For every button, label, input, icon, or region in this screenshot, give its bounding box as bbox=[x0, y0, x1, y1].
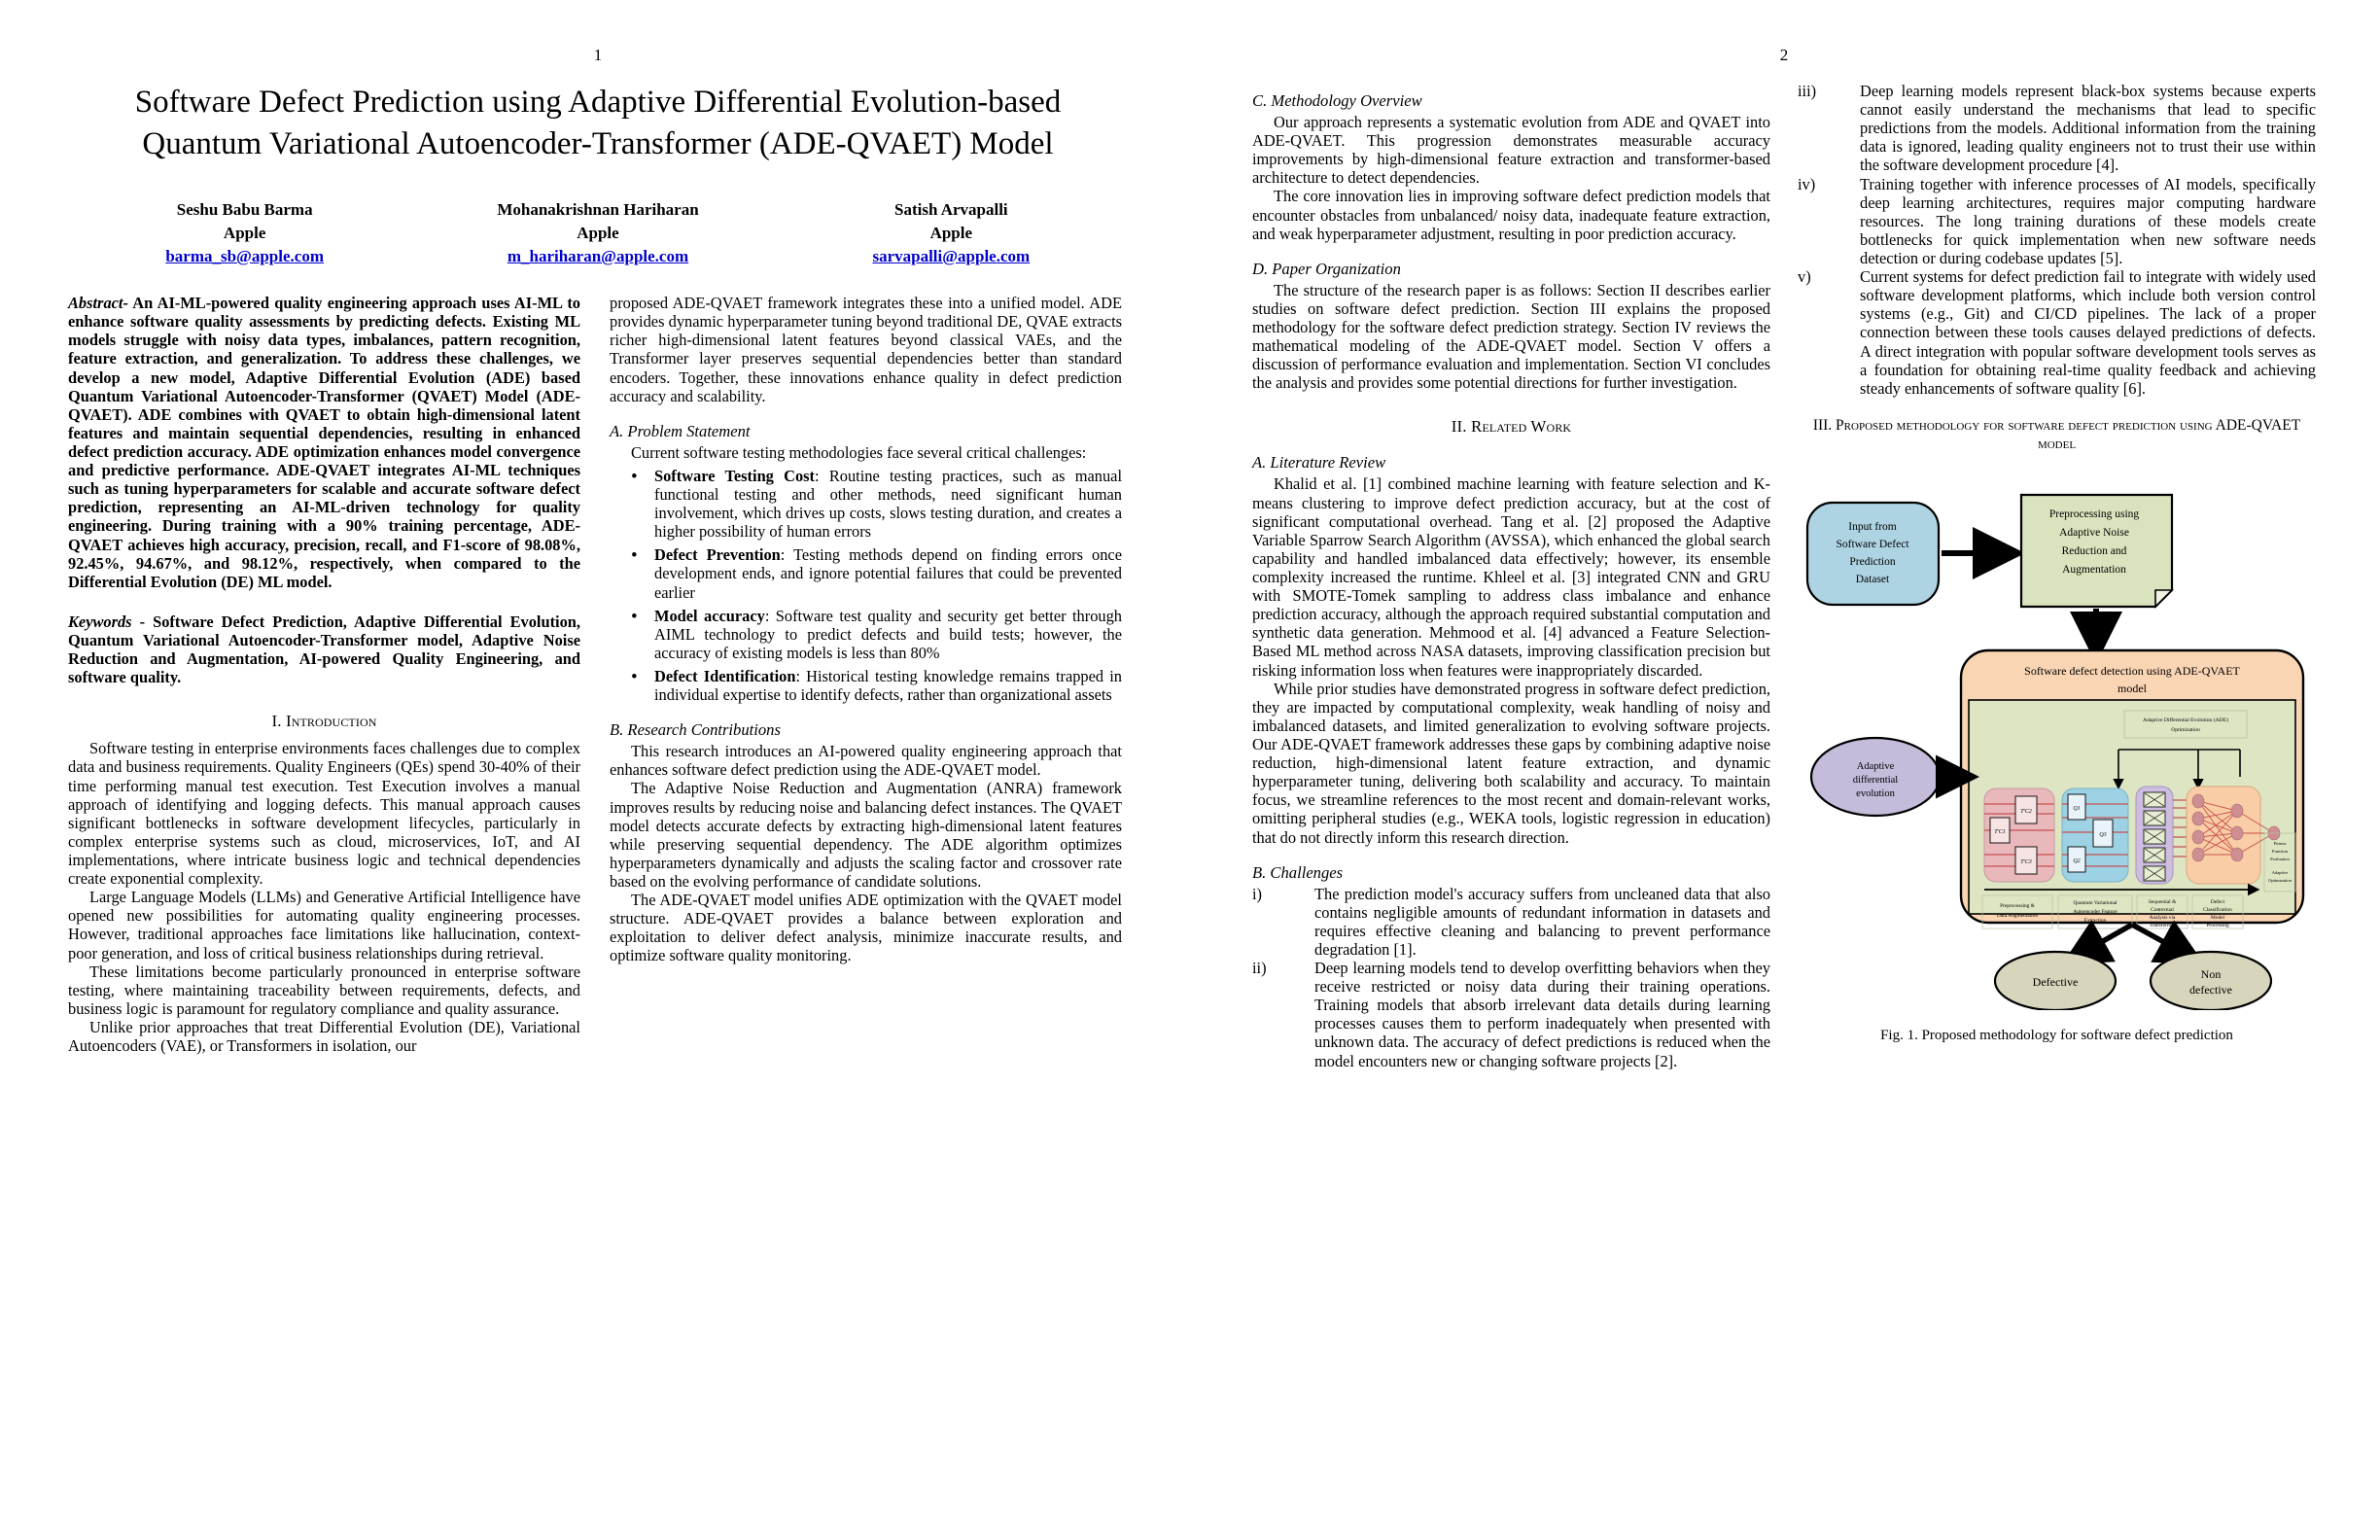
fitness-eval-line5: Optimization bbox=[2268, 877, 2292, 883]
stage-caption-1-line2: Data Augmentation bbox=[1996, 912, 2039, 919]
challenge-item-i bbox=[1252, 885, 1770, 959]
node-detection-label-line1: Software defect detection using ADE-QVAET bbox=[2024, 663, 2240, 678]
author-2 bbox=[421, 198, 774, 268]
subsection-heading-methodology-overview: C. Methodology Overview bbox=[1252, 91, 1422, 110]
stage-caption-3-line1: Sequential & bbox=[2148, 898, 2177, 905]
fitness-eval-line4: Adaptive bbox=[2271, 869, 2289, 875]
page-2 bbox=[1190, 0, 2380, 1540]
methodology-overview-paragraph-1: Our approach represents a systematic evolution from ADE and QVAET into ADE-QVAET. This progression demonstrates measurable accuracy improvements by high-dimensional feature extraction and transformer-based architecture to detect dependencies. bbox=[1252, 113, 1770, 188]
abstract-paragraph bbox=[68, 294, 580, 591]
section-heading-introduction: I. Introduction bbox=[271, 712, 377, 731]
stage-caption-2-line2: Autoencoder Feature bbox=[2073, 908, 2118, 915]
gate-label-tc2: T'C2 bbox=[2020, 808, 2032, 815]
section-heading-methodology: III. Proposed methodology for software defect prediction using ADE-QVAET model bbox=[1812, 416, 2301, 452]
node-input-label-line2: Software Defect bbox=[1836, 538, 1909, 550]
subsection-heading-paper-organization: D. Paper Organization bbox=[1252, 259, 1401, 278]
result-defective-label: Defective bbox=[2032, 974, 2079, 989]
arrow-to-defective bbox=[2076, 925, 2132, 957]
methodology-diagram bbox=[1798, 466, 2316, 1010]
stage-caption-2-line1: Quantum Variational bbox=[2073, 899, 2118, 906]
abstract-text: An AI-ML-powered quality engineering approach uses AI-ML to enhance software quality assessments by predicting defects. Existing ML models struggle with noisy data types, imbalances, pattern recognition, feature extraction, and generalization. To address these challenges, we develop a new model, Adaptive Differential Evolution (ADE) based Quantum Variational Autoencoder-Transformer (QVAET) Model (ADE-QVAET). ADE combines with QVAET to obtain high-dimensional latent features and maintain sequential dependencies, resulting in enhanced defect prediction accuracy. ADE optimization enhances model convergence and predictive performance. ADE-QVAET integrates AI-ML techniques such as tuning hyperparameters for scalable and accurate software defect prediction, representing an AI-ML-driven technology for quality engineering. During training with a 90% training percentage, ADE-QVAET achieves high accuracy, precision, recall, and F1-score of 98.08%, 92.45%, 94.67%, and 98.12%, respectively, when compared to the Differential Evolution (DE) ML model. bbox=[68, 294, 580, 591]
ade-oval-label-line1: Adaptive bbox=[1856, 760, 1895, 772]
challenge-text: The prediction model's accuracy suffers from uncleaned data that also contains negligible amounts of redundant information in datasets and requires effective cleaning and balancing to prevent performance degradation [1]. bbox=[1314, 884, 1770, 959]
keywords-label: Keywords bbox=[68, 612, 132, 631]
stage-caption-2-line3: Extraction bbox=[2083, 917, 2107, 924]
stage-caption-3-line4: Transformer bbox=[2149, 922, 2176, 928]
research-contributions-paragraph-1: This research introduces an AI-powered quality engineering approach that enhances software defect prediction using the ADE-QVAET model. bbox=[610, 742, 1122, 780]
challenge-item-ii bbox=[1252, 959, 1770, 1070]
bullet-term: Defect Prevention bbox=[654, 545, 781, 565]
bullet-text: : Testing methods depend on finding errors once development ends, and ignore potential failures that could be prevented earlier bbox=[654, 545, 1122, 602]
intro-paragraph-1: Software testing in enterprise environments faces challenges due to complex data and business requirements. Quality Engineers (QEs) spend 30-40% of their time performing manual test execution. Test Execution involves a manual approach of identifying and logging defects. This manual approach causes significant bottlenecks in software development lifecycles, particularly in complex enterprise systems such as cloud, microservices, IoT, and AI implementations, where intricate business logic and technical dependencies create exponential complexity. bbox=[68, 739, 580, 889]
ade-oval-label-line3: evolution bbox=[1856, 788, 1895, 799]
node-preprocessing-label-line3: Reduction and bbox=[2061, 544, 2127, 557]
figure-caption: Fig. 1. Proposed methodology for software defect prediction bbox=[1880, 1027, 2233, 1043]
page-2-column-1 bbox=[1252, 82, 1770, 1070]
author-3 bbox=[775, 198, 1128, 268]
challenge-label: i) bbox=[1252, 884, 1263, 903]
gate-label-tc3: T'C3 bbox=[2020, 858, 2032, 865]
stage-caption-4-line1: Defect bbox=[2210, 898, 2225, 905]
author-name: Seshu Babu Barma bbox=[176, 199, 313, 219]
fitness-eval-line2: Function bbox=[2271, 848, 2289, 854]
author-name: Mohanakrishnan Hariharan bbox=[497, 199, 699, 219]
research-contributions-paragraph-2: The Adaptive Noise Reduction and Augmentation (ANRA) framework improves results by reducing noise and balancing defect instances. The QVAET model detects accurate defects by extracting high-dimensional latent features while preserving sequential dependency. The ADE algorithm optimizes hyperparameters dynamically and adjusts the scaling factor and crossover rate based on the evolving performance of candidate solutions. bbox=[610, 779, 1122, 891]
page-number-right: 2 bbox=[1779, 46, 1789, 64]
intro-paragraph-4-continued: proposed ADE-QVAET framework integrates these into a unified model. ADE provides dynamic hyperparameter tuning beyond traditional DE, QVAE extracts richer high-dimensional latent features beyond classical VAEs, and the Transformer layer preserves sequential dependencies better than standard encoders. Together, these innovations enhance quality in defect prediction accuracy and scalability. bbox=[610, 294, 1122, 405]
research-contributions-paragraph-3: The ADE-QVAET model unifies ADE optimization with the QVAET model structure. ADE-QVAET provides a balance between exploration and exploitation to deliver defect analysis, minimize inaccurate results, and optimize software quality monitoring. bbox=[610, 891, 1122, 965]
bullet-term: Software Testing Cost bbox=[654, 466, 816, 485]
challenge-item-iii bbox=[1798, 82, 2316, 175]
literature-review-paragraph-1: Khalid et al. [1] combined machine learning with feature selection and K-means clustering to improve defect prediction accuracy, but at the cost of significant computational overhead. Tang et al. [2] proposed the Adaptive Variable Sparrow Search Algorithm (AVSSA), which enhanced the global search capability and handled imbalanced data effectively; however, its ensemble complexity increased the runtime. Khleel et al. [3] integrated CNN and GRU with SMOTE-Tomek sampling to address class imbalance and enhance prediction accuracy, although the approach required substantial computation and synthetic data generation. Mehmood et al. [4] advanced a Feature Selection-Based ML method across NASA datasets, improving classification precision but risking information loss when features were inappropriately discarded. bbox=[1252, 474, 1770, 680]
challenge-text: Training together with inference processes of AI models, specifically deep learning architectures, requires major computing hardware resources. The long training durations of these models create bottlenecks for quick implementation when new software needs detection or during codebase updates [5]. bbox=[1860, 174, 2316, 267]
page-2-columns bbox=[1252, 82, 2316, 1070]
keywords-paragraph bbox=[68, 612, 580, 686]
fitness-eval-line1: Fitness bbox=[2273, 840, 2287, 846]
arrow-to-non-defective bbox=[2132, 925, 2190, 957]
stage-caption-3-line3: Analysis via bbox=[2149, 914, 2176, 921]
challenge-text: Deep learning models represent black-box systems because experts cannot easily understand the mechanisms that lead to specific predictions from the models. Additional information from the training data is ignored, leading quality engineers not to trust their use within the software development procedure [4]. bbox=[1860, 82, 2316, 175]
bullet-text: : Historical testing knowledge remains trapped in individual expertise to identify defects, rather than organizational assets bbox=[654, 667, 1122, 705]
intro-paragraph-4: Unlike prior approaches that treat Differential Evolution (DE), Variational Autoencoders (VAE), or Transformers in isolation, our bbox=[68, 1017, 580, 1056]
paper-organization-paragraph: The structure of the research paper is as follows: Section II describes earlier studies on software defect prediction. Section III explains the proposed methodology for the software defect prediction strategy. Section IV reviews the mathematical modeling of the ADE-QVAET model. Section V offers a discussion of performance evaluation and implementation. Section VI concludes the analysis and provides some potential directions for further investigation. bbox=[1252, 280, 1770, 393]
gate-label-q1: Q1 bbox=[2073, 805, 2081, 812]
node-preprocessing-label-line2: Adaptive Noise bbox=[2059, 526, 2129, 539]
subsection-heading-research-contributions: B. Research Contributions bbox=[610, 720, 781, 740]
challenge-label: iii) bbox=[1798, 82, 1817, 100]
challenge-label: ii) bbox=[1252, 959, 1267, 978]
list-item bbox=[654, 607, 1122, 662]
node-preprocessing-label-line1: Preprocessing using bbox=[2048, 508, 2140, 520]
challenge-text: Deep learning models tend to develop overfitting behaviors when they receive restricted or noisy data during their training operations. Training models that absorb irrelevant data details during learning processes causes them to perform inadequately when presented with unknown data. The accuracy of defect predictions is reduced when the model encounters new or changing software projects [2]. bbox=[1314, 959, 1770, 1070]
intro-paragraph-2: Large Language Models (LLMs) and Generative Artificial Intelligence have opened new possibilities for automating quality engineering processes. However, traditional approaches face limitations like hallucination, context-poor generation, and loss of critical business relationships during retrieval. bbox=[68, 888, 580, 962]
node-preprocessing-label-line4: Augmentation bbox=[2062, 563, 2126, 576]
challenge-item-iv bbox=[1798, 175, 2316, 268]
node-input-label-line4: Dataset bbox=[1855, 573, 1890, 585]
stage-caption-4-line2: Classification bbox=[2203, 906, 2232, 913]
node-preprocessing-fold bbox=[2155, 590, 2172, 607]
node-input-dataset bbox=[1807, 503, 1939, 605]
fitness-eval-line3: Evaluation bbox=[2270, 856, 2290, 861]
paper-title: Software Defect Prediction using Adaptive Differential Evolution-based Quantum Variational Autoencoder-Transformer (ADE-QVAET) Model bbox=[134, 85, 1062, 161]
transformer-cells bbox=[2144, 792, 2165, 881]
author-1 bbox=[68, 198, 421, 268]
abstract-label: Abstract- bbox=[68, 294, 128, 313]
stage-caption-3-line2: Contextual bbox=[2151, 906, 2174, 913]
methodology-overview-paragraph-2: The core innovation lies in improving software defect prediction models that encounter obstacles from unbalanced/ noisy data, inadequate feature extraction, and weak hyperparameter adjustment, resulting in poor prediction accuracy. bbox=[1252, 187, 1770, 243]
bullet-text: : Routine testing practices, such as manual functional testing and other methods, need significant human involvement, which drives up costs, slows testing duration, and creates a higher possibility of human errors bbox=[654, 466, 1123, 542]
result-non-defective-label-line1: Non bbox=[2200, 966, 2222, 981]
gate-label-tc1: T'C1 bbox=[1994, 828, 2006, 835]
author-email-link[interactable]: sarvapalli@apple.com bbox=[872, 247, 1031, 266]
list-item bbox=[654, 467, 1122, 541]
page-2-column-2 bbox=[1798, 82, 2316, 1070]
subsection-heading-literature-review: A. Literature Review bbox=[1252, 453, 1386, 472]
author-affiliation: Apple bbox=[577, 223, 619, 242]
problem-statement-intro: Current software testing methodologies face several critical challenges: bbox=[631, 442, 1087, 462]
section-heading-related-work: II. Related Work bbox=[1451, 417, 1572, 437]
author-affiliation: Apple bbox=[223, 223, 266, 242]
ade-optimization-label-line2: Optimization bbox=[2171, 726, 2200, 733]
subsection-heading-problem-statement: A. Problem Statement bbox=[610, 421, 751, 440]
node-input-label-line3: Prediction bbox=[1849, 555, 1896, 568]
author-block bbox=[68, 198, 1128, 268]
author-email-link[interactable]: barma_sb@apple.com bbox=[165, 247, 324, 266]
author-affiliation: Apple bbox=[929, 223, 973, 242]
result-non-defective-label-line2: defective bbox=[2189, 982, 2232, 997]
node-input-label-line1: Input from bbox=[1848, 520, 1897, 533]
problem-statement-bullets bbox=[610, 467, 1122, 704]
list-item bbox=[654, 545, 1122, 601]
figure-1 bbox=[1798, 466, 2316, 1020]
literature-review-paragraph-2: While prior studies have demonstrated progress in software defect prediction, they are impacted by computational complexity, weak handling of noisy and imbalanced datasets, and limited generalization to evolving software projects. Our ADE-QVAET framework addresses these gaps by combining adaptive noise reduction, high-dimensional latent feature extraction, and dynamic hyperparameter tuning, delivering both scalability and accuracy. To maintain focus, we streamline references to the most recent and domain-relevant works, omitting peripheral studies (e.g., WEKA tools, logistic regression in education) that do not directly inform this research direction. bbox=[1252, 679, 1770, 847]
intro-paragraph-3: These limitations become particularly pronounced in enterprise software testing, where maintaining traceability between requirements, defects, and business logic is paramount for regulatory compliance and quality assurance. bbox=[68, 962, 580, 1018]
stage-caption-4-line4: Processing bbox=[2206, 922, 2229, 928]
challenge-label: iv) bbox=[1798, 174, 1816, 193]
node-result-non-defective bbox=[2151, 952, 2271, 1010]
page-1-column-1 bbox=[68, 294, 580, 1055]
stage-caption-1-line1: Preprocessing & bbox=[2000, 902, 2035, 909]
bullet-term: Defect Identification bbox=[654, 667, 796, 686]
gate-label-q2: Q2 bbox=[2073, 858, 2081, 864]
subsection-heading-challenges: B. Challenges bbox=[1252, 862, 1344, 882]
page-1-columns bbox=[68, 294, 1128, 1055]
author-email-link[interactable]: m_hariharan@apple.com bbox=[507, 247, 689, 266]
node-detection-label-line2: model bbox=[2118, 681, 2147, 695]
page-number-left: 1 bbox=[593, 46, 603, 64]
page-1-column-2 bbox=[610, 294, 1122, 1055]
challenge-label: v) bbox=[1798, 267, 1811, 287]
ade-oval-label-line2: differential bbox=[1852, 774, 1899, 786]
bullet-term: Model accuracy bbox=[654, 606, 765, 625]
stage-caption-4-line3: Model bbox=[2210, 914, 2225, 921]
list-item bbox=[654, 667, 1122, 704]
challenge-item-v bbox=[1798, 267, 2316, 398]
bullet-text: : Software test quality and security get better through AIML technology to predict defects and build tests; however, the accuracy of existing models is less than 80% bbox=[654, 606, 1122, 662]
challenge-text: Current systems for defect prediction fail to integrate with widely used software development platforms, which include both version control systems (e.g., Git) and CI/CD pipelines. The lack of a proper connection between these tools causes delayed predictions of defects. A direct integration with popular software development tools serves as a foundation for obtaining real-time quality feedback and achieving steady enhancements of software quality [6]. bbox=[1860, 267, 2316, 398]
author-name: Satish Arvapalli bbox=[893, 199, 1008, 219]
keywords-text: - Software Defect Prediction, Adaptive Differential Evolution, Quantum Variational Autoencoder-Transformer model, Adaptive Noise Reduction and Augmentation, AI-powered Quality Engineering, and software quality. bbox=[68, 612, 580, 687]
ade-optimization-label-line1: Adaptive Differential Evolution (ADE) bbox=[2143, 717, 2228, 723]
gate-label-q3: Q3 bbox=[2099, 831, 2107, 838]
